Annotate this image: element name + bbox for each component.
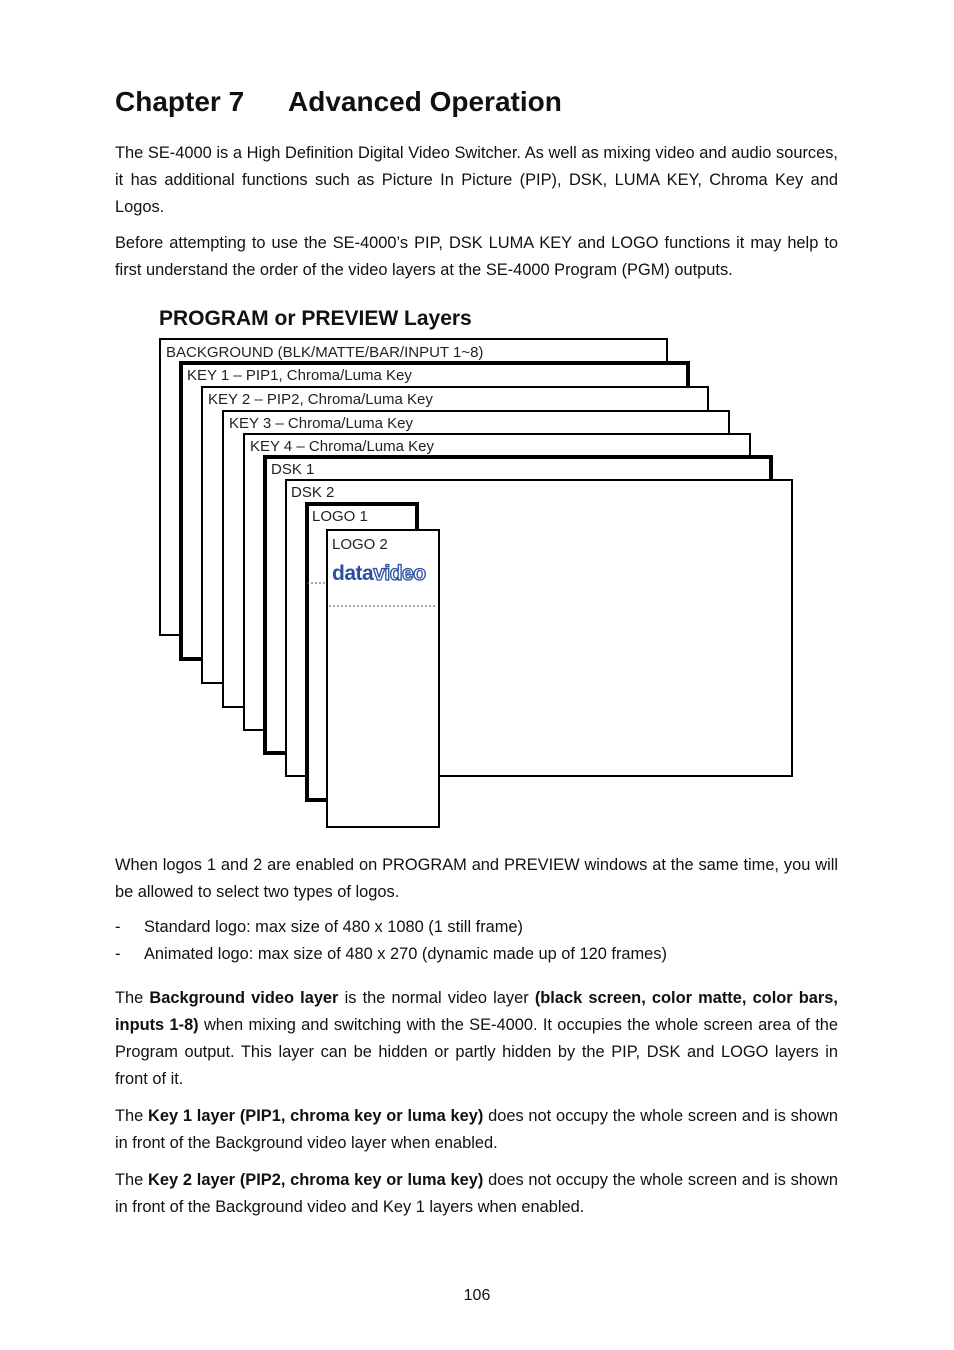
text-run: does not occupy the whole screen and is shown in front of the Background video and Key 1 layers when enabled. [115,1171,838,1216]
datavideo-logo-part2: video [373,562,426,585]
bullet-standard-logo: Standard logo: max size of 480 x 1080 (1 still frame) [144,918,523,936]
bullet-animated-logo: Animated logo: max size of 480 x 270 (dynamic made up of 120 frames) [144,945,667,963]
layer-logo1-label: LOGO 1 [312,508,368,525]
chapter-number: Chapter 7 [115,86,245,117]
text-run: when mixing and switching with the SE-4000. It occupies the whole screen area of the Program output. This layer can be hidden or partly hidden by the PIP, DSK and LOGO layers in front of it. [115,1016,838,1088]
layers-diagram [150,298,810,838]
chapter-title: Advanced Operation [288,86,562,117]
bold-run: Key 1 layer (PIP1, chroma key or luma key) [148,1107,484,1125]
logo-types-list [115,914,838,968]
datavideo-logo [332,562,426,585]
text-run: does not occupy the whole screen and is shown in front of the Background video layer when enabled. [115,1107,838,1152]
layer-dsk1-label: DSK 1 [271,461,315,478]
intro-paragraph: The SE-4000 is a High Definition Digital Video Switcher. As well as mixing video and audio sources, it has additional functions such as Picture In Picture (PIP), DSK, LUMA KEY, Chroma Key and Logos. [115,144,838,216]
layer-key1-label: KEY 1 – PIP1, Chroma/Luma Key [187,367,412,384]
text-run: The [115,1171,149,1189]
background-layer-paragraph [115,985,838,1093]
list-item [115,914,838,941]
bullet-dash: - [115,918,121,936]
bold-run: (black screen, color matte, color bars, inputs 1-8) [115,989,838,1034]
layers-intro-paragraph: Before attempting to use the SE-4000’s PIP, DSK LUMA KEY and LOGO functions it may help to first understand the order of the video layers at the SE-4000 Program (PGM) outputs. [115,234,838,279]
bold-run: Background video layer [149,989,339,1007]
layer-logo2-label: LOGO 2 [332,536,388,553]
layers-diagram-svg [150,298,810,838]
diagram-title: PROGRAM or PREVIEW Layers [159,307,472,330]
text-run: The [115,1107,149,1125]
layer-key2-label: KEY 2 – PIP2, Chroma/Luma Key [208,391,433,408]
page-number: 106 [463,1287,491,1304]
bullet-dash: - [115,945,121,963]
datavideo-logo-part1: data [332,562,374,585]
layer-key4-label: KEY 4 – Chroma/Luma Key [250,438,434,455]
logos-paragraph: When logos 1 and 2 are enabled on PROGRAM and PREVIEW windows at the same time, you will be allowed to select two types of logos. [115,856,838,901]
bold-run: Key 2 layer (PIP2, chroma key or luma key) [148,1171,484,1189]
layer-background-label: BACKGROUND (BLK/MATTE/BAR/INPUT 1~8) [166,344,484,361]
layer-key3-label: KEY 3 – Chroma/Luma Key [229,415,413,432]
text-run: The [115,989,150,1007]
layer-dsk2-label: DSK 2 [291,484,335,501]
text-run: is the normal video layer [338,989,535,1007]
list-item [115,941,838,968]
chapter-heading [115,86,562,118]
key1-layer-paragraph [115,1103,838,1157]
key2-layer-paragraph [115,1167,838,1221]
